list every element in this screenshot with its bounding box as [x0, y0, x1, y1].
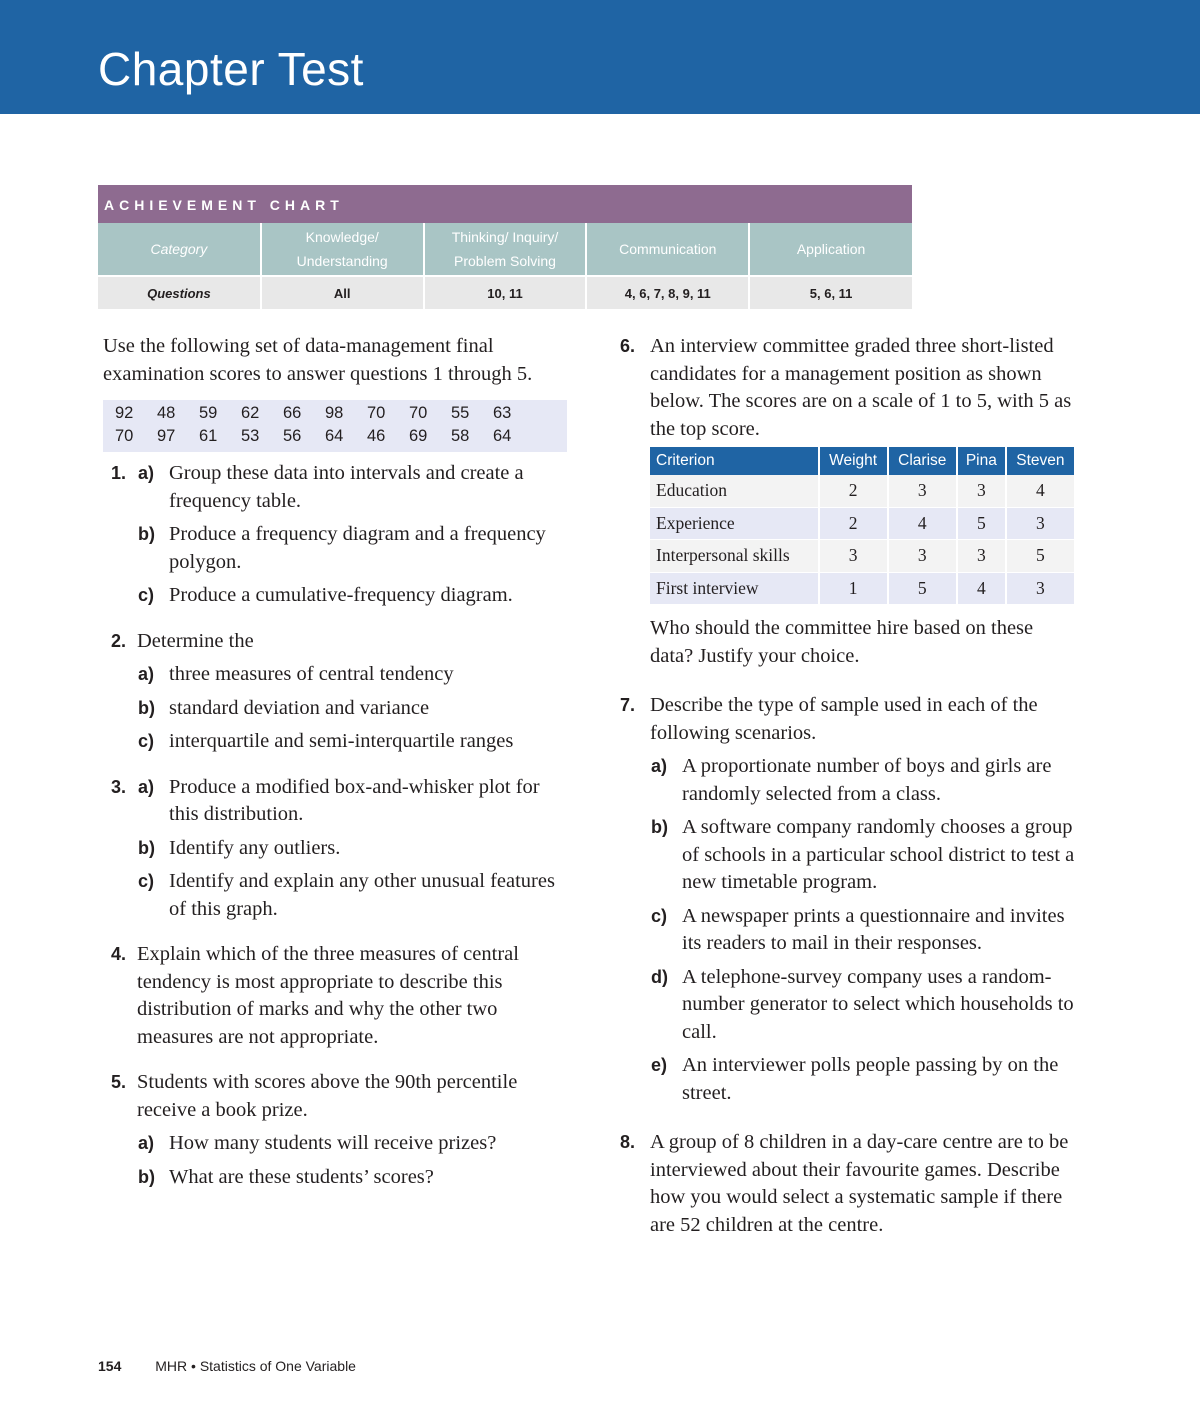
criteria-table	[650, 447, 1074, 605]
right-column	[620, 333, 1080, 1261]
question-number: 8.	[620, 1132, 636, 1152]
left-column	[103, 333, 568, 1209]
achievement-header-row	[98, 223, 912, 276]
table-cell: 3	[1006, 572, 1074, 605]
row-cell: 5, 6, 11	[749, 276, 912, 310]
header-cell: Communication	[586, 223, 749, 276]
question-followup: Who should the committee hire based on these data? Justify your choice.	[650, 617, 1034, 667]
table-cell: 5	[888, 572, 957, 605]
page-title: Chapter Test	[98, 43, 364, 95]
score-value: 46	[367, 426, 386, 445]
score-value: 61	[199, 426, 218, 445]
intro-text: Use the following set of data-management final examination scores to answer questions 1 through 5.	[103, 335, 533, 385]
table-cell: First interview	[650, 572, 819, 605]
score-value: 70	[115, 426, 134, 445]
scores-data-box	[103, 400, 567, 452]
question-stem: An interview committee graded three short-listed candidates for a management position as shown below. The scores are on a scale of 1 to 5, with 5 as the top score.	[650, 335, 1072, 440]
question-part: b) Identify any outliers.	[138, 836, 341, 859]
header-cell: Application	[749, 223, 912, 276]
criteria-row	[650, 572, 1074, 605]
score-value: 70	[367, 403, 386, 422]
achievement-questions-row	[98, 276, 912, 310]
question-7	[620, 692, 1080, 1107]
footer-text: MHR • Statistics of One Variable	[155, 1358, 356, 1374]
score-value: 48	[157, 403, 176, 422]
column-header: Clarise	[888, 447, 957, 475]
header-cell: Thinking/ Inquiry/ Problem Solving	[424, 223, 587, 276]
question-part: b) standard deviation and variance	[138, 696, 430, 719]
criteria-row	[650, 475, 1074, 507]
table-cell: 5	[1006, 540, 1074, 573]
question-stem: Describe the type of sample used in each of the following scenarios.	[650, 694, 1038, 744]
question-stem: Determine the	[137, 629, 254, 652]
question-5	[103, 1069, 568, 1191]
criteria-header-row	[650, 447, 1074, 475]
column-header: Criterion	[650, 447, 819, 475]
question-number: 7.	[620, 695, 636, 715]
score-value: 58	[451, 426, 470, 445]
column-header: Pina	[957, 447, 1006, 475]
table-cell: 3	[957, 475, 1006, 507]
question-part: a) three measures of central tendency	[138, 663, 454, 685]
table-cell: 3	[957, 540, 1006, 573]
question-part: c) interquartile and semi-interquartile ranges	[138, 730, 514, 752]
question-number: 2.	[111, 630, 127, 651]
table-cell: 4	[888, 507, 957, 540]
question-stem: A group of 8 children in a day-care centre are to be interviewed about their favourite games. Describe how you would select a systematic sample if there are 52 children at the centre.	[650, 1131, 1069, 1236]
question-8	[620, 1129, 1080, 1239]
question-2	[103, 628, 568, 756]
achievement-chart	[98, 185, 912, 311]
column-header: Weight	[819, 447, 888, 475]
score-value: 92	[115, 403, 134, 422]
table-cell: 3	[819, 540, 888, 573]
question-number: 6.	[620, 336, 636, 356]
table-cell: 3	[888, 475, 957, 507]
score-value: 53	[241, 426, 260, 445]
score-value: 64	[493, 426, 512, 445]
scores-row	[115, 402, 567, 425]
question-part: b) What are these students’ scores?	[138, 1165, 434, 1188]
question-part: a) Group these data into intervals and create a frequency table.	[138, 462, 524, 512]
score-value: 55	[451, 403, 470, 422]
score-value: 66	[283, 403, 302, 422]
score-value: 69	[409, 426, 428, 445]
row-cell: All	[261, 276, 424, 310]
question-part: c) A newspaper prints a questionnaire and invites its readers to mail in their responses.	[651, 904, 1065, 954]
score-value: 62	[241, 403, 260, 422]
row-cell: 10, 11	[424, 276, 587, 310]
question-stem: Explain which of the three measures of central tendency is most appropriate to describe this distribution of marks and why the other two measures are not appropriate.	[137, 943, 519, 1048]
question-number: 4.	[111, 944, 127, 964]
achievement-table	[98, 223, 912, 311]
score-value: 63	[493, 403, 512, 422]
table-cell: 2	[819, 475, 888, 507]
score-value: 56	[283, 426, 302, 445]
question-number: 3.	[111, 776, 127, 797]
score-value: 97	[157, 426, 176, 445]
table-cell: Education	[650, 475, 819, 507]
question-part: b) Produce a frequency diagram and a frequency polygon.	[138, 523, 546, 573]
question-part: e) An interviewer polls people passing by on the street.	[651, 1054, 1059, 1104]
table-cell: 1	[819, 572, 888, 605]
table-cell: 4	[957, 572, 1006, 605]
achievement-chart-title: ACHIEVEMENT CHART	[98, 185, 912, 223]
score-value: 64	[325, 426, 344, 445]
score-value: 98	[325, 403, 344, 422]
row-cell: 4, 6, 7, 8, 9, 11	[586, 276, 749, 310]
table-cell: 3	[1006, 507, 1074, 540]
page-footer	[98, 1358, 356, 1374]
score-value: 59	[199, 403, 218, 422]
question-4	[103, 941, 568, 1051]
table-cell: 5	[957, 507, 1006, 540]
criteria-row	[650, 540, 1074, 573]
question-stem: Students with scores above the 90th percentile receive a book prize.	[137, 1071, 518, 1121]
question-part: c) Produce a cumulative-frequency diagram.	[138, 584, 513, 606]
score-value: 70	[409, 403, 428, 422]
table-cell: 4	[1006, 475, 1074, 507]
header-cell: Category	[98, 223, 261, 276]
question-6	[620, 333, 1080, 670]
question-part: a) A proportionate number of boys and girls are randomly selected from a class.	[651, 755, 1052, 805]
page-number: 154	[98, 1358, 122, 1374]
criteria-row	[650, 507, 1074, 540]
column-header: Steven	[1006, 447, 1074, 475]
scores-row	[115, 425, 567, 448]
question-part: a) Produce a modified box-and-whisker plot for this distribution.	[138, 775, 540, 825]
question-3	[103, 774, 568, 924]
question-part: b) A software company randomly chooses a group of schools in a particular school district to test a new timetable program.	[651, 816, 1075, 893]
question-part: a) How many students will receive prizes?	[138, 1132, 497, 1154]
table-cell: Interpersonal skills	[650, 540, 819, 573]
question-1	[103, 460, 568, 610]
header-cell: Knowledge/ Understanding	[261, 223, 424, 276]
question-number: 1.	[111, 463, 127, 483]
row-cell: Questions	[98, 276, 261, 310]
question-part: c) Identify and explain any other unusual features of this graph.	[138, 870, 555, 920]
table-cell: 3	[888, 540, 957, 573]
table-cell: 2	[819, 507, 888, 540]
table-cell: Experience	[650, 507, 819, 540]
question-number: 5.	[111, 1072, 127, 1092]
chapter-banner	[0, 0, 1200, 114]
question-part: d) A telephone-survey company uses a random-number generator to select which households to call.	[651, 965, 1074, 1043]
